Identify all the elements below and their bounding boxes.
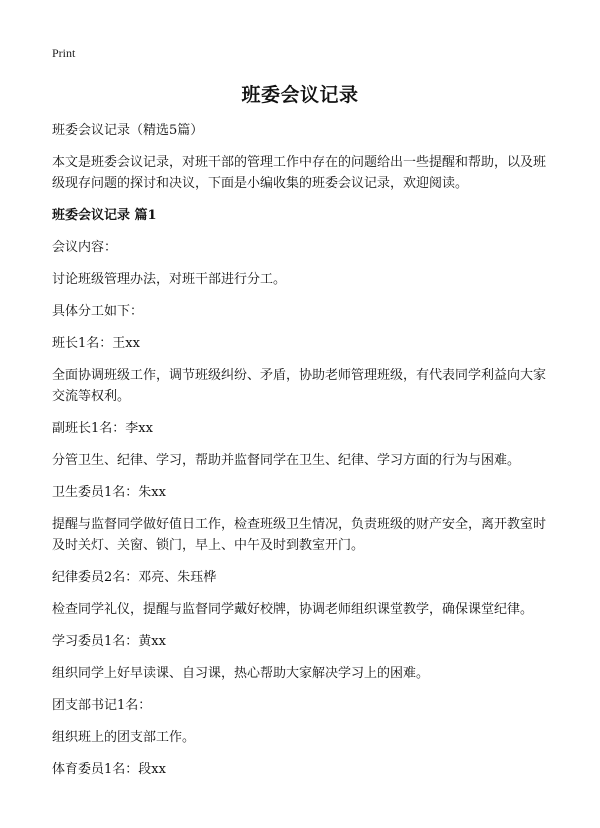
paragraph: 分管卫生、纪律、学习，帮助并监督同学在卫生、纪律、学习方面的行为与困难。	[52, 453, 521, 468]
section-heading: 班委会议记录 篇1	[52, 208, 157, 223]
print-link[interactable]: Print	[52, 46, 76, 60]
document-subtitle: 班委会议记录（精选5篇）	[52, 123, 204, 138]
paragraph: 纪律委员2名：邓亮、朱珏桦	[52, 570, 217, 585]
paragraph: 学习委员1名：黄xx	[52, 634, 166, 649]
paragraph: 具体分工如下：	[52, 304, 144, 319]
paragraph: 班长1名：王xx	[52, 336, 140, 351]
paragraph: 团支部书记1名：	[52, 698, 152, 713]
paragraph: 检查同学礼仪，提醒与监督同学戴好校牌，协调老师组织课堂教学，确保课堂纪律。	[52, 602, 534, 617]
paragraph: 组织同学上好早读课、自习课，热心帮助大家解决学习上的困难。	[52, 666, 430, 681]
page-title: 班委会议记录	[241, 84, 359, 106]
paragraph: 卫生委员1名：朱xx	[52, 485, 166, 500]
paragraph: 会议内容：	[52, 240, 118, 255]
document-body	[52, 120, 550, 791]
paragraph: 全面协调班级工作，调节班级纠纷、矛盾，协助老师管理班级，有代表同学利益向大家交流等权利。	[52, 368, 547, 404]
paragraph: 体育委员1名：段xx	[52, 762, 166, 777]
paragraph: 副班长1名：李xx	[52, 421, 153, 436]
intro-paragraph: 本文是班委会议记录，对班干部的管理工作中存在的问题给出一些提醒和帮助，以及班级现存问题的探讨和决议，下面是小编收集的班委会议记录，欢迎阅读。	[52, 155, 547, 191]
paragraph: 组织班上的团支部工作。	[52, 730, 196, 745]
paragraph: 提醒与监督同学做好值日工作，检查班级卫生情况，负责班级的财产安全，离开教室时及时关灯、关窗、锁门，早上、中午及时到教室开门。	[52, 517, 547, 553]
paragraph: 讨论班级管理办法，对班干部进行分工。	[52, 272, 287, 287]
